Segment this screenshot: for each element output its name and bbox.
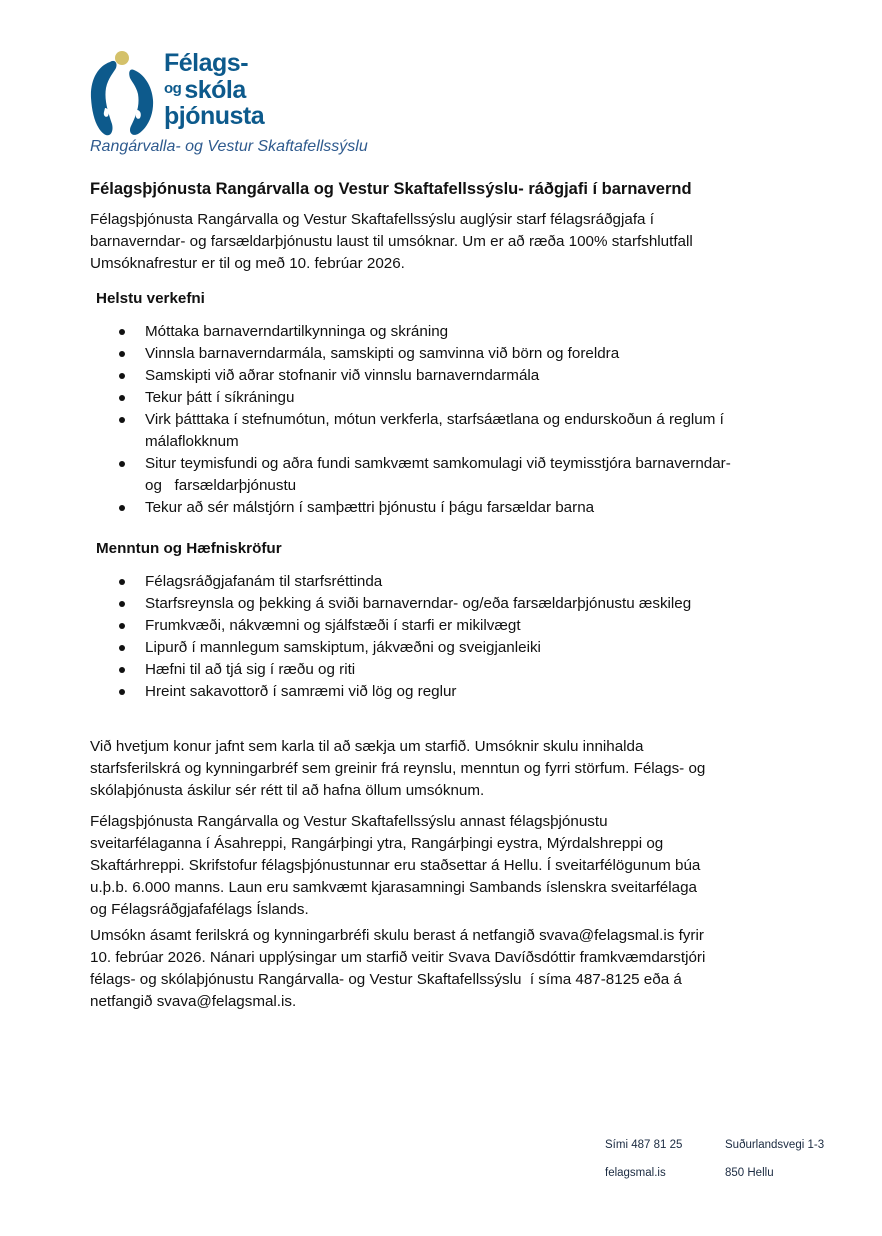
people-logo-icon: [88, 48, 158, 136]
list-item-text: Starfsreynsla og þekking á sviði barnaverndar- og/eða farsældarþjónustu æskileg: [145, 595, 692, 612]
list-item-text: Tekur að sér málstjórn í samþættri þjónustu í þágu farsældar barna: [145, 499, 595, 516]
list-item: [90, 681, 790, 703]
logo-line-2-small: og: [164, 80, 182, 97]
paragraph-line: Umsókn ásamt ferilskrá og kynningarbréfi skulu berast á netfangið svava@felagsmal.is fyrir: [90, 927, 704, 944]
list-item: [90, 497, 790, 519]
logo-line-2: [164, 76, 264, 103]
paragraph-line: 10. febrúar 2026. Nánari upplýsingar um starfið veitir Svava Davíðsdóttir framkvæmdarstjóri: [90, 949, 706, 966]
footer-street-address: Suðurlandsvegi 1-3: [725, 1139, 825, 1151]
bullet-icon: [119, 689, 125, 695]
list-item-text: Virk þátttaka í stefnumótun, mótun verkferla, starfsáætlana og endurskoðun á reglum í málaflokknum: [145, 411, 724, 450]
list-item: [90, 637, 790, 659]
list-item: [90, 365, 790, 387]
list-item-text: Tekur þátt í síkráningu: [145, 389, 295, 406]
qualifications-list: [90, 571, 790, 703]
logo-wordmark: [164, 50, 264, 129]
tasks-list: [90, 321, 790, 519]
logo-line-3: þjónusta: [164, 102, 265, 130]
list-item: [90, 387, 790, 409]
bullet-icon: [119, 329, 125, 335]
organization-subtitle: Rangárvalla- og Vestur Skaftafellssýslu: [90, 138, 368, 155]
list-item: [90, 453, 735, 497]
paragraph-line: félags- og skólaþjónustu Rangárvalla- og Vestur Skaftafellssýslu í síma 487-8125 eða á: [90, 971, 682, 988]
section-heading-tasks: Helstu verkefni: [96, 290, 205, 307]
service-area-paragraph: [90, 811, 810, 921]
list-item-text: Hreint sakavottorð í samræmi við lög og reglur: [145, 683, 457, 700]
list-item: [90, 409, 790, 453]
intro-line: Félagsþjónusta Rangárvalla og Vestur Skaftafellssýslu auglýsir starf félagsráðgjafa í: [90, 211, 654, 228]
encouragement-paragraph: [90, 736, 810, 802]
application-paragraph: [90, 925, 810, 1013]
paragraph-line: netfangið svava@felagsmal.is.: [90, 993, 297, 1010]
bullet-icon: [119, 667, 125, 673]
bullet-icon: [119, 351, 125, 357]
list-item: [90, 571, 790, 593]
paragraph-line: Við hvetjum konur jafnt sem karla til að sækja um starfið. Umsóknir skulu innihalda: [90, 738, 644, 755]
bullet-icon: [119, 505, 125, 511]
footer-postal-address: 850 Hellu: [725, 1167, 774, 1179]
bullet-icon: [119, 645, 125, 651]
list-item: [90, 343, 790, 365]
list-item-text: Samskipti við aðrar stofnanir við vinnslu barnaverndarmála: [145, 367, 540, 384]
bullet-icon: [119, 579, 125, 585]
paragraph-line: sveitarfélaganna í Ásahreppi, Rangárþingi ytra, Rangárþingi eystra, Mýrdalshreppi og: [90, 835, 664, 852]
list-item: [90, 321, 790, 343]
paragraph-line: Skaftárhreppi. Skrifstofur félagsþjónustunnar eru staðsettar á Hellu. Í sveitarfélögunum búa: [90, 857, 701, 874]
bullet-icon: [119, 395, 125, 401]
intro-line: barnaverndar- og farsældarþjónustu laust til umsóknar. Um er að ræða 100% starfshlutfall: [90, 233, 693, 250]
logo-line-2-main: skóla: [184, 76, 246, 104]
document-title: Félagsþjónusta Rangárvalla og Vestur Skaftafellssýslu- ráðgjafi í barnavernd: [90, 180, 692, 198]
bullet-icon: [119, 601, 125, 607]
list-item-text: Félagsráðgjafanám til starfsréttinda: [145, 573, 383, 590]
bullet-icon: [119, 461, 125, 467]
logo-line-1: Félags-: [164, 49, 249, 77]
footer-website[interactable]: felagsmal.is: [605, 1167, 666, 1179]
paragraph-line: starfsferilskrá og kynningarbréf sem greinir frá reynslu, menntun og fyrri störfum. Félags- og: [90, 760, 706, 777]
section-heading-qualifications: Menntun og Hæfniskröfur: [96, 540, 282, 557]
bullet-icon: [119, 623, 125, 629]
list-item-text: Móttaka barnaverndartilkynninga og skráning: [145, 323, 449, 340]
list-item: [90, 593, 790, 615]
list-item: [90, 615, 790, 637]
paragraph-line: u.þ.b. 6.000 manns. Laun eru samkvæmt kjarasamningi Sambands íslenskra sveitarfélaga: [90, 879, 697, 896]
paragraph-line: og Félagsráðgjafafélags Íslands.: [90, 901, 309, 918]
bullet-icon: [119, 417, 125, 423]
organization-logo: [88, 48, 288, 138]
paragraph-line: Félagsþjónusta Rangárvalla og Vestur Skaftafellssýslu annast félagsþjónustu: [90, 813, 608, 830]
paragraph-line: skólaþjónusta áskilur sér rétt til að hafna öllum umsóknum.: [90, 782, 485, 799]
intro-paragraph: [90, 209, 810, 275]
list-item: [90, 659, 790, 681]
list-item-text: Frumkvæði, nákvæmni og sjálfstæði í starfi er mikilvægt: [145, 617, 521, 634]
list-item-text: Vinnsla barnaverndarmála, samskipti og samvinna við börn og foreldra: [145, 345, 620, 362]
list-item-text: Situr teymisfundi og aðra fundi samkvæmt samkomulagi við teymisstjóra barnaverndar- og farsældarþjónustu: [145, 455, 736, 494]
list-item-text: Hæfni til að tjá sig í ræðu og riti: [145, 661, 356, 678]
list-item-text: Lipurð í mannlegum samskiptum, jákvæðni og sveigjanleiki: [145, 639, 541, 656]
intro-line: Umsóknafrestur er til og með 10. febrúar 2026.: [90, 255, 405, 272]
bullet-icon: [119, 373, 125, 379]
footer-phone: Sími 487 81 25: [605, 1139, 683, 1151]
